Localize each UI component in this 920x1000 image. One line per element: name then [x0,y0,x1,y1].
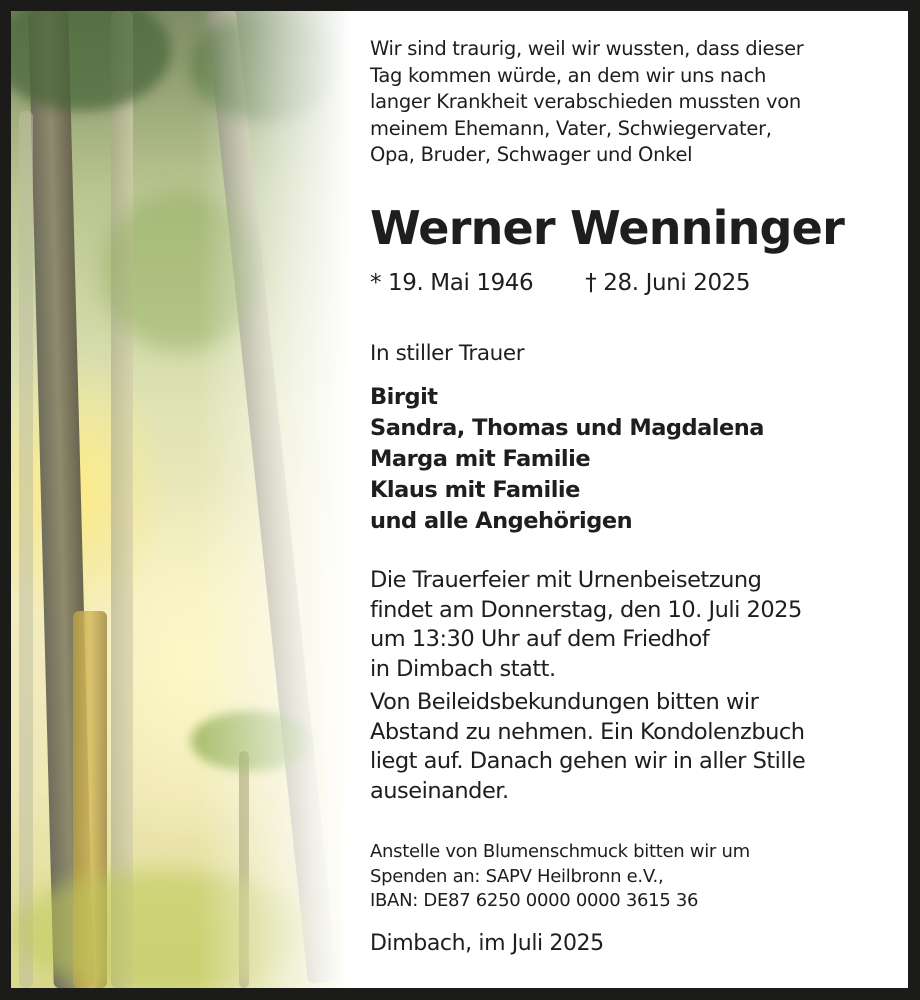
place-and-date: Dimbach, im Juli 2025 [370,931,604,956]
condolence-info [370,688,805,806]
intro-line: meinem Ehemann, Vater, Schwiegervater, [370,116,772,140]
intro-line: Tag kommen würde, an dem wir uns nach [370,63,767,87]
funeral-info [370,566,802,684]
funeral-line: um 13:30 Uhr auf dem Friedhof [370,626,710,652]
condolence-line: liegt auf. Danach gehen wir in aller Stille [370,748,806,774]
mourners-list [370,382,764,537]
birth-date: * 19. Mai 1946 [370,270,534,296]
death-date: † 28. Juni 2025 [585,270,751,296]
mourner: Birgit [370,384,438,410]
life-dates [370,270,750,296]
donation-line: Spenden an: SAPV Heilbronn e.V., [370,865,664,887]
mourner: Sandra, Thomas und Magdalena [370,415,764,441]
funeral-line: Die Trauerfeier mit Urnenbeisetzung [370,567,762,593]
funeral-line: findet am Donnerstag, den 10. Juli 2025 [370,596,802,623]
forest-photo [11,11,351,988]
condolence-line: auseinander. [370,777,509,804]
intro-paragraph [370,36,803,169]
donation-line: Anstelle von Blumenschmuck bitten wir um [370,841,750,862]
intro-line: Wir sind traurig, weil wir wussten, dass dieser [370,37,804,60]
condolence-line: Von Beileidsbekundungen bitten wir [370,689,759,715]
donation-info [370,840,750,914]
intro-line: langer Krankheit verabschieden mussten von [370,90,801,113]
iban-line: IBAN: DE87 6250 0000 0000 3615 36 [370,890,699,911]
deceased-name: Werner Wenninger [370,201,844,255]
photo-fade-overlay [11,11,351,988]
funeral-line: in Dimbach statt. [370,655,556,682]
mourner: Marga mit Familie [370,446,591,472]
mourner: und alle Angehörigen [370,508,633,534]
mourning-label: In stiller Trauer [370,341,525,366]
mourner: Klaus mit Familie [370,477,580,503]
obituary-card [11,11,908,988]
intro-line: Opa, Bruder, Schwager und Onkel [370,143,693,166]
condolence-line: Abstand zu nehmen. Ein Kondolenzbuch [370,718,805,745]
